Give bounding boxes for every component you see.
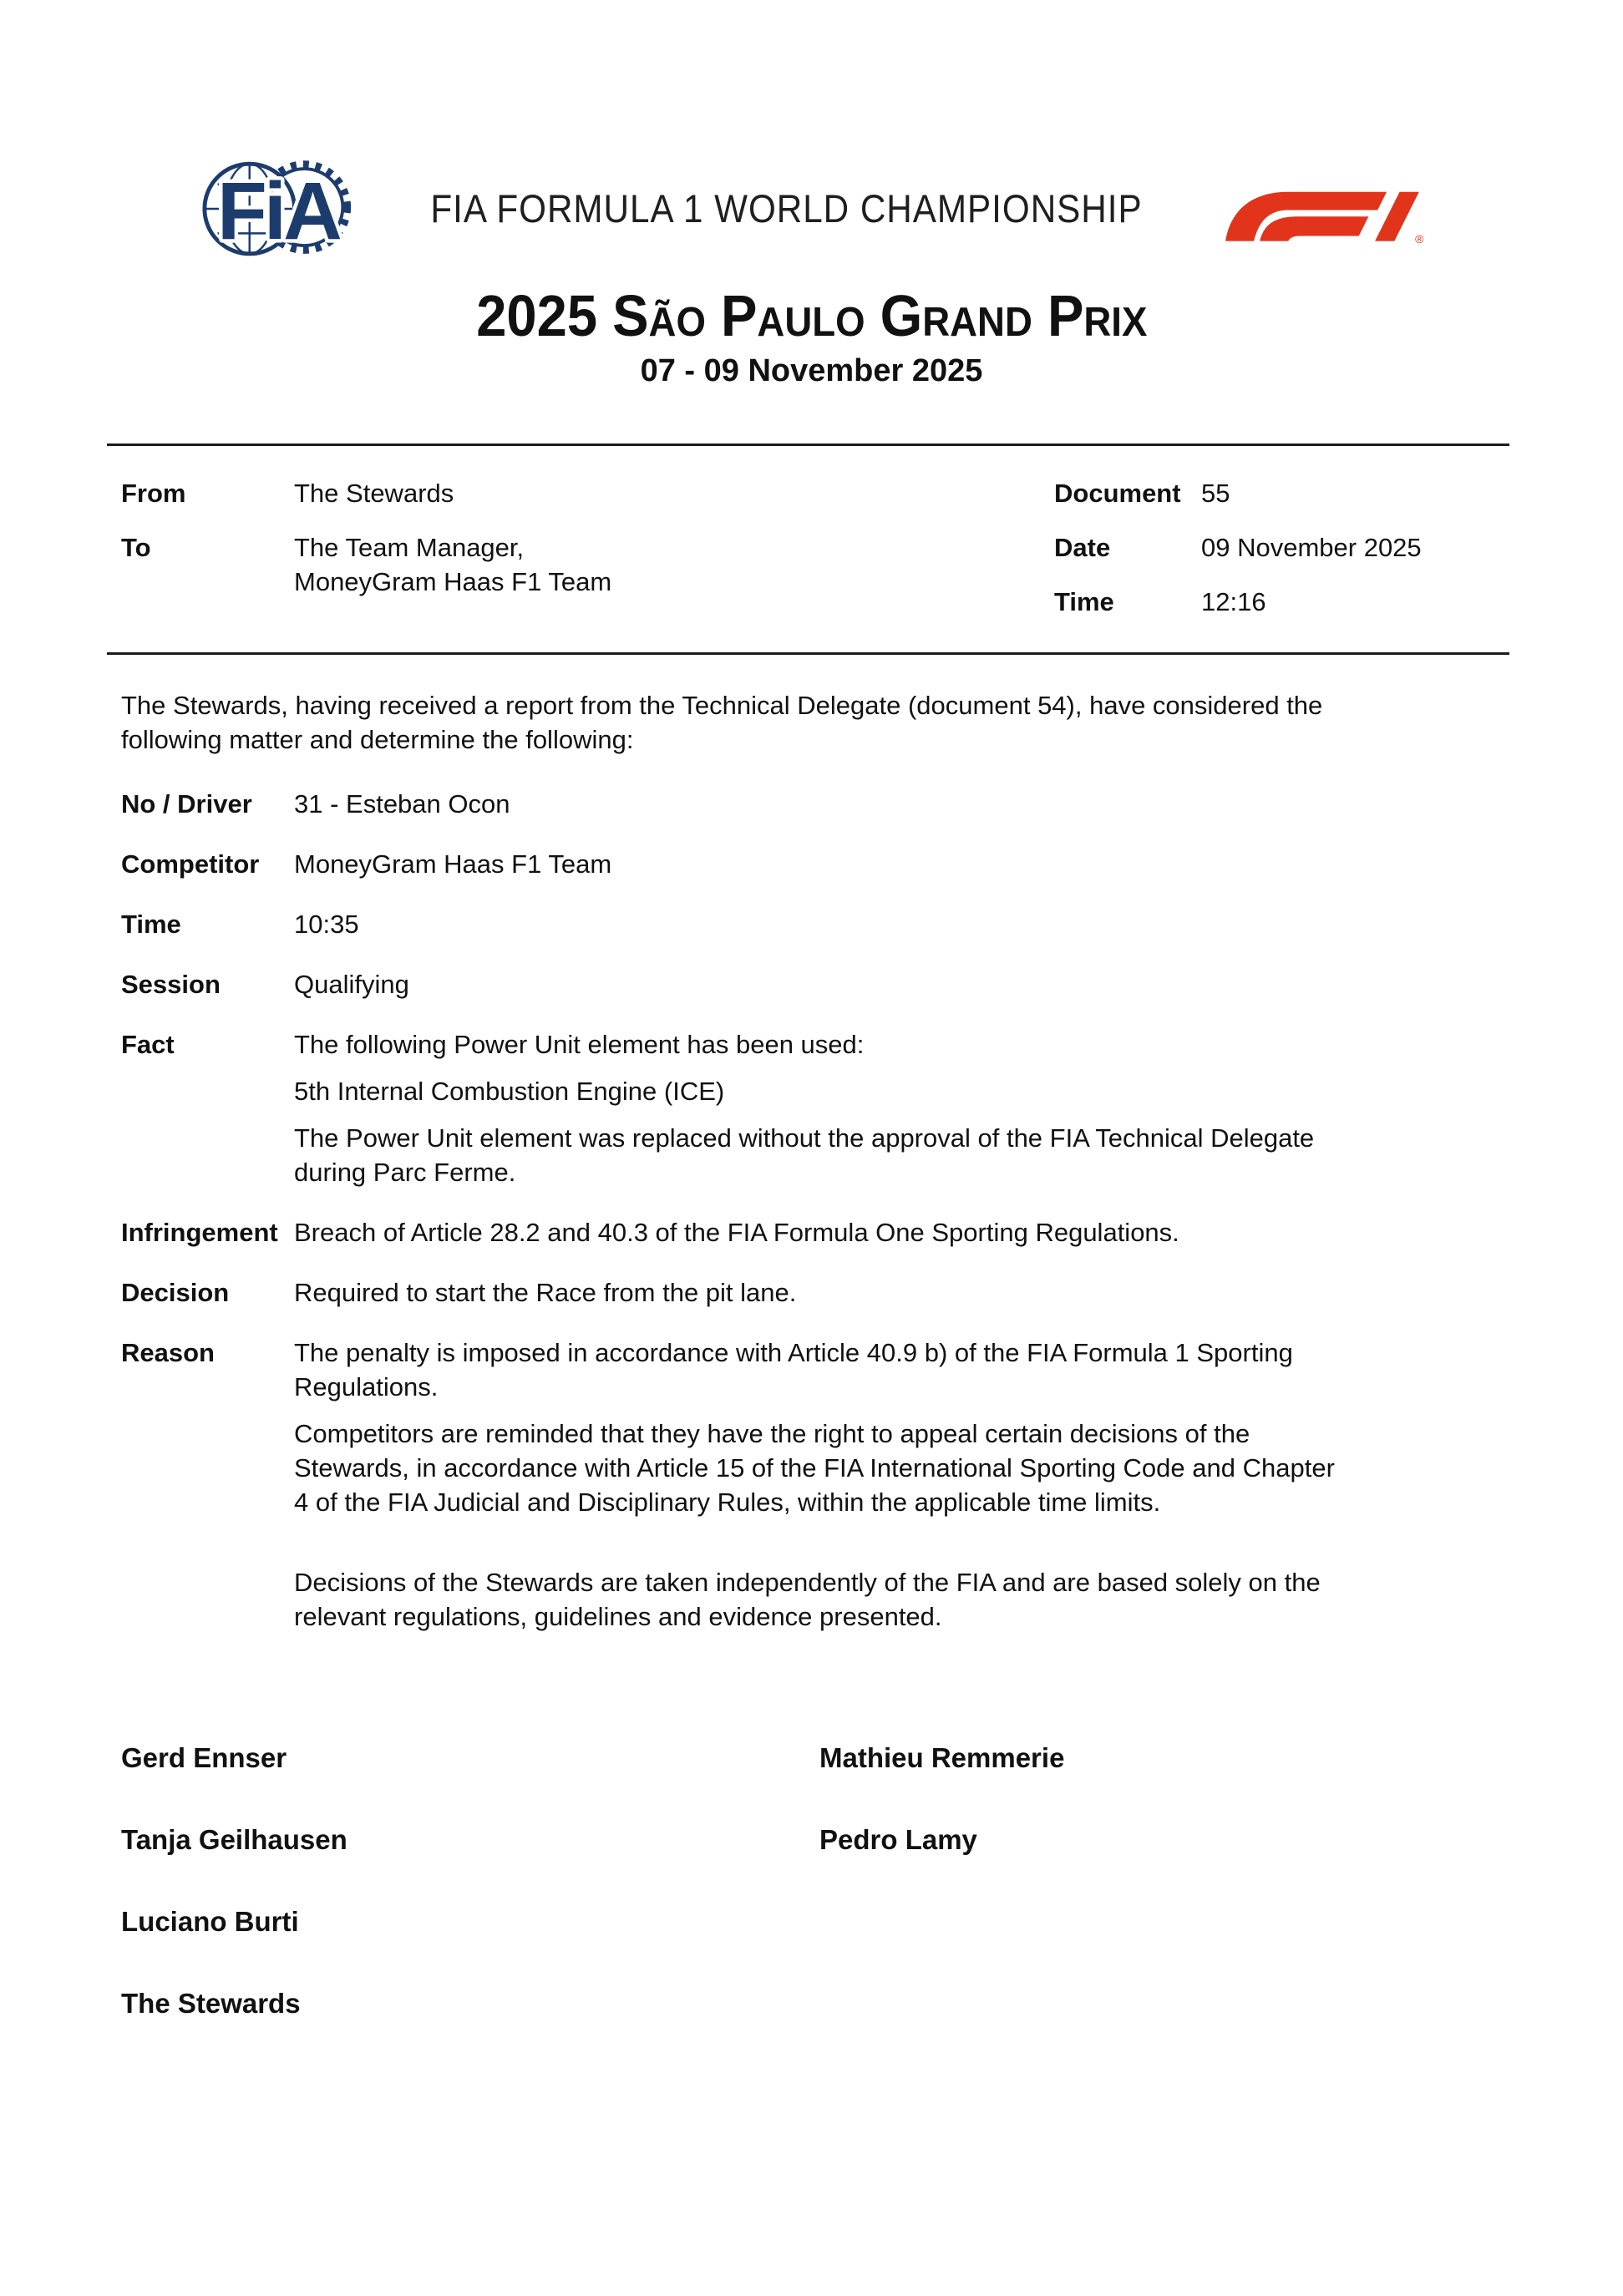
details [121, 787, 1509, 1634]
detail-paragraph: The penalty is imposed in accordance with Article 40.9 b) of the FIA Formula 1 Sporting Regulations. [294, 1338, 1293, 1402]
time-value: 12:16 [1201, 587, 1266, 617]
detail-value [294, 787, 1338, 821]
event-title [0, 283, 1623, 348]
detail-paragraph: 5th Internal Combustion Engine (ICE) [294, 1077, 725, 1107]
f1-registered-mark: ® [1415, 231, 1424, 244]
signature-row [121, 1904, 1509, 1939]
to-label: To [121, 533, 151, 563]
championship-title: FIA FORMULA 1 WORLD CHAMPIONSHIP [430, 186, 1143, 231]
detail-paragraph: Breach of Article 28.2 and 40.3 of the FIA Formula One Sporting Regulations. [294, 1218, 1179, 1248]
detail-value [294, 847, 1338, 881]
date-label: Date [1054, 533, 1111, 563]
f1-logo-graphic [1217, 179, 1424, 244]
detail-label: Reason [121, 1338, 215, 1368]
detail-label: No / Driver [121, 789, 252, 819]
detail-label: Infringement [121, 1218, 278, 1248]
meta-row-from [121, 476, 1054, 510]
detail-paragraph: 31 - Esteban Ocon [294, 789, 510, 819]
detail-paragraph: Qualifying [294, 970, 409, 1000]
fia-logo-letters: FiA [217, 165, 339, 257]
detail-row [121, 1215, 1509, 1249]
detail-row [121, 1336, 1509, 1634]
detail-row [121, 1027, 1509, 1189]
signature-row [121, 1741, 1509, 1775]
detail-label: Fact [121, 1030, 175, 1060]
detail-paragraph: The Power Unit element was replaced without the approval of the FIA Technical Delegate during Parc Ferme. [294, 1123, 1315, 1188]
detail-value [294, 1336, 1338, 1634]
meta-table [121, 476, 1509, 619]
document-header [200, 140, 1424, 277]
detail-paragraph: MoneyGram Haas F1 Team [294, 849, 612, 879]
fia-logo-graphic [200, 140, 356, 277]
signature-name: Tanja Geilhausen [121, 1824, 347, 1856]
divider-bottom [107, 652, 1509, 655]
signature-name: Luciano Burti [121, 1906, 299, 1938]
signature-name [819, 1904, 1509, 1939]
detail-value [294, 1215, 1338, 1249]
from-label: From [121, 479, 186, 509]
meta-row-document [1054, 476, 1509, 510]
signature-name: The Stewards [121, 1988, 301, 2020]
divider-top [107, 443, 1509, 446]
detail-paragraph: Competitors are reminded that they have the right to appeal certain decisions of the Stewards, in accordance with Article 15 of the FIA International Sporting Code and Chapter 4 of the FIA Judicial and Disciplinary Rules, within the applicable time limits. [294, 1419, 1335, 1518]
detail-value [294, 1027, 1338, 1189]
detail-row [121, 967, 1509, 1001]
signature-row [121, 1822, 1509, 1857]
signatures [121, 1741, 1509, 2020]
event-title-text: 2025 São Paulo Grand Prix [475, 283, 1148, 348]
signature-name [819, 1986, 1509, 2020]
signature-name: Pedro Lamy [819, 1824, 977, 1856]
meta-row-date [1054, 530, 1509, 565]
intro-paragraph: The Stewards, having received a report from the Technical Delegate (document 54), have considered the following matter and determine the following: [121, 691, 1323, 755]
document-label: Document [1054, 479, 1181, 509]
from-value: The Stewards [294, 479, 454, 509]
detail-row [121, 847, 1509, 881]
detail-row [121, 1275, 1509, 1310]
detail-paragraph: The following Power Unit element has been used: [294, 1030, 865, 1060]
event-dates: 07 - 09 November 2025 [640, 352, 983, 388]
to-value-line2: MoneyGram Haas F1 Team [294, 567, 612, 597]
meta-row-to [121, 530, 1054, 599]
detail-paragraph-spaced: Decisions of the Stewards are taken independently of the FIA and are based solely on the relevant regulations, guidelines and evidence presented. [294, 1568, 1321, 1632]
detail-paragraph: Required to start the Race from the pit lane. [294, 1278, 797, 1308]
meta-right-column [1054, 476, 1509, 619]
detail-label: Time [121, 910, 181, 940]
document-value: 55 [1201, 479, 1230, 509]
date-value: 09 November 2025 [1201, 533, 1422, 563]
signature-name: Gerd Ennser [121, 1742, 287, 1774]
detail-label: Session [121, 970, 221, 1000]
detail-value [294, 967, 1338, 1001]
time-label: Time [1054, 587, 1114, 617]
f1-logo [1217, 179, 1424, 244]
meta-row-time [1054, 585, 1509, 619]
meta-left-column [121, 476, 1054, 619]
signature-name: Mathieu Remmerie [819, 1742, 1065, 1774]
detail-label: Competitor [121, 849, 260, 879]
detail-row [121, 787, 1509, 821]
detail-value [294, 907, 1338, 941]
detail-paragraph: 10:35 [294, 910, 359, 940]
to-value [294, 530, 1054, 599]
detail-row [121, 907, 1509, 941]
signature-row [121, 1986, 1509, 2020]
fia-logo [200, 140, 356, 277]
to-value-line1: The Team Manager, [294, 533, 525, 563]
detail-label: Decision [121, 1278, 230, 1308]
detail-value [294, 1275, 1338, 1310]
